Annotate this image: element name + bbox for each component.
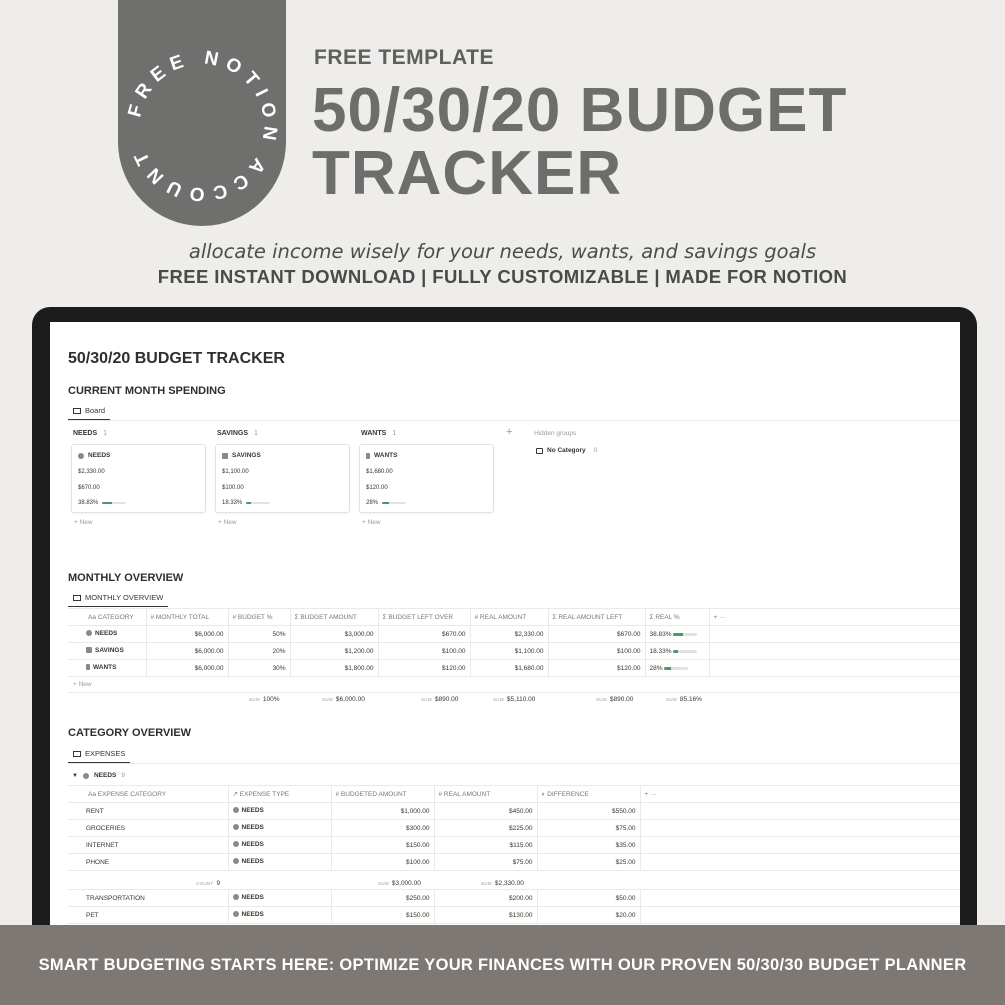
difference: $75.00 — [537, 820, 640, 837]
real-amount-left: $670.00 — [548, 626, 645, 643]
apple-icon — [233, 911, 239, 917]
board-column-savings[interactable] — [217, 430, 258, 437]
card-title-text: SAVINGS — [232, 452, 261, 459]
card-left-over: $670.00 — [78, 485, 100, 491]
expenses-table-continued — [68, 889, 960, 924]
card-title — [222, 452, 261, 459]
expense-name: INTERNET — [68, 837, 228, 854]
progress-bar — [102, 502, 126, 505]
column-header[interactable]: Aa CATEGORY — [68, 609, 146, 626]
board-card-needs[interactable] — [71, 444, 206, 513]
column-header[interactable]: Σ BUDGET LEFT OVER — [378, 609, 470, 626]
count-expenses — [196, 880, 220, 887]
difference: $35.00 — [537, 837, 640, 854]
expense-name: GROCERIES — [68, 820, 228, 837]
real-pct-cell — [645, 626, 709, 643]
budget-pct: 50% — [228, 626, 290, 643]
budget-pct: 30% — [228, 660, 290, 677]
real-pct: 28% — [649, 664, 663, 672]
budgeted-amount: $250.00 — [331, 890, 434, 907]
sum-label: SUM — [481, 881, 492, 886]
table-row[interactable] — [68, 837, 960, 854]
apple-icon — [233, 824, 239, 830]
expense-type: NEEDS — [241, 893, 264, 901]
sum-value: 100% — [262, 696, 280, 703]
count-value: 9 — [216, 880, 221, 887]
real-amount: $1,100.00 — [470, 643, 548, 660]
expense-type: NEEDS — [241, 840, 264, 848]
real-amount: $115.00 — [434, 837, 537, 854]
budget-left-over: $120.00 — [378, 660, 470, 677]
sum-label: SUM — [596, 697, 607, 702]
sum-value: 85.16% — [679, 696, 702, 703]
sum-label: SUM — [322, 697, 333, 702]
sum-real-pct — [666, 696, 702, 703]
board-column-wants[interactable] — [361, 430, 396, 437]
budget-amount: $3,000.00 — [290, 626, 378, 643]
divider — [68, 692, 960, 693]
new-card-savings[interactable]: + New — [218, 519, 237, 526]
expense-name: RENT — [68, 803, 228, 820]
real-amount: $450.00 — [434, 803, 537, 820]
no-category-group[interactable] — [536, 447, 597, 454]
apple-icon — [83, 773, 89, 779]
real-amount-left: $100.00 — [548, 643, 645, 660]
table-icon — [73, 595, 81, 601]
difference: $25.00 — [537, 854, 640, 871]
expense-type: NEEDS — [241, 857, 264, 865]
card-progress — [366, 500, 406, 506]
column-header[interactable]: Σ REAL AMOUNT LEFT — [548, 609, 645, 626]
sum-budgeted — [378, 880, 421, 887]
expense-name: PET — [68, 907, 228, 924]
monthly-overview-heading: MONTHLY OVERVIEW — [68, 572, 184, 584]
budgeted-amount: $1,000.00 — [331, 803, 434, 820]
add-group-button[interactable]: + — [506, 426, 513, 438]
expenses-table — [68, 785, 960, 871]
svg-text:FREE NOTION ACCOUNT: FREE NOTION ACCOUNT — [124, 47, 281, 205]
column-header[interactable]: # BUDGET % — [228, 609, 290, 626]
budget-amount: $1,800.00 — [290, 660, 378, 677]
card-title — [366, 452, 397, 459]
toggle-icon[interactable]: ▼ — [72, 772, 78, 779]
card-title-text: NEEDS — [88, 452, 111, 459]
sum-value: $890.00 — [609, 696, 634, 703]
apple-icon — [233, 894, 239, 900]
current-month-heading: CURRENT MONTH SPENDING — [68, 385, 226, 397]
card-real-amount: $1,100.00 — [222, 469, 249, 475]
board-column-needs[interactable] — [73, 430, 107, 437]
sum-budget-amount — [322, 696, 365, 703]
apple-icon — [78, 453, 84, 459]
progress-bar — [246, 502, 270, 505]
tab-expenses[interactable] — [68, 745, 130, 763]
difference: $20.00 — [537, 907, 640, 924]
monthly-total: $6,000.00 — [146, 643, 228, 660]
category-name: NEEDS — [95, 629, 118, 637]
apple-icon — [86, 630, 92, 636]
column-header[interactable]: # MONTHLY TOTAL — [146, 609, 228, 626]
bottle-icon — [86, 664, 90, 670]
apple-icon — [233, 807, 239, 813]
sum-real-left — [596, 696, 633, 703]
add-column-button[interactable]: + ··· — [640, 786, 960, 803]
notion-page — [50, 322, 960, 942]
budgeted-amount: $150.00 — [331, 907, 434, 924]
board-icon — [73, 408, 81, 414]
real-amount-left: $120.00 — [548, 660, 645, 677]
monthly-total: $6,000.00 — [146, 660, 228, 677]
sum-label: SUM — [378, 881, 389, 886]
free-notion-account-badge — [118, 0, 286, 226]
real-amount: $225.00 — [434, 820, 537, 837]
expense-name: TRANSPORTATION — [68, 890, 228, 907]
card-left-over: $120.00 — [366, 485, 388, 491]
expense-name: PHONE — [68, 854, 228, 871]
budget-left-over: $670.00 — [378, 626, 470, 643]
sum-label: SUM — [421, 697, 432, 702]
hidden-groups-label: Hidden groups — [534, 430, 577, 437]
add-column-button[interactable]: + ··· — [709, 609, 960, 626]
board-card-wants[interactable] — [359, 444, 494, 513]
expense-type: NEEDS — [241, 823, 264, 831]
sum-real-amount — [493, 696, 535, 703]
column-count: 1 — [254, 430, 258, 437]
difference: $550.00 — [537, 803, 640, 820]
column-header[interactable]: # REAL AMOUNT — [434, 786, 537, 803]
monthly-total: $6,000.00 — [146, 626, 228, 643]
budgeted-amount: $100.00 — [331, 854, 434, 871]
column-header[interactable]: ◐ DIFFERENCE — [537, 786, 640, 803]
column-header[interactable]: Σ BUDGET AMOUNT — [290, 609, 378, 626]
sum-label: SUM — [249, 697, 260, 702]
category-overview-heading: CATEGORY OVERVIEW — [68, 727, 192, 739]
budget-amount: $1,200.00 — [290, 643, 378, 660]
tab-board-label: Board — [85, 406, 106, 415]
table-row[interactable] — [68, 854, 960, 871]
expense-type: NEEDS — [241, 806, 264, 814]
column-count: 1 — [103, 430, 108, 437]
category-name: WANTS — [93, 663, 117, 671]
apple-icon — [233, 841, 239, 847]
card-progress — [222, 500, 270, 506]
table-row[interactable] — [68, 626, 960, 643]
column-label: WANTS — [361, 430, 387, 437]
sum-value: $6,000.00 — [335, 696, 365, 703]
bottle-icon — [366, 453, 370, 459]
sum-left-over — [421, 696, 458, 703]
real-amount: $130.00 — [434, 907, 537, 924]
column-header[interactable]: Aa EXPENSE CATEGORY — [68, 786, 228, 803]
tab-board[interactable] — [68, 402, 110, 420]
column-header[interactable]: # REAL AMOUNT — [470, 609, 548, 626]
progress-bar — [673, 650, 697, 653]
expense-type: NEEDS — [241, 910, 264, 918]
progress-bar — [382, 502, 406, 505]
table-row[interactable] — [68, 660, 960, 677]
budgeted-amount: $300.00 — [331, 820, 434, 837]
tab-monthly-overview-label: MONTHLY OVERVIEW — [85, 593, 164, 602]
sum-value: $890.00 — [434, 696, 459, 703]
budgeted-amount: $150.00 — [331, 837, 434, 854]
monthly-overview-table — [68, 608, 960, 677]
board-card-savings[interactable] — [215, 444, 350, 513]
real-pct: 38.83% — [649, 630, 672, 638]
progress-bar — [664, 667, 688, 670]
real-amount: $75.00 — [434, 854, 537, 871]
sum-label: SUM — [493, 697, 504, 702]
table-icon — [73, 751, 81, 757]
money-icon — [222, 453, 228, 459]
no-category-label: No Category — [547, 447, 586, 454]
tab-monthly-overview[interactable] — [68, 589, 168, 607]
tab-expenses-label: EXPENSES — [85, 749, 126, 758]
group-label: NEEDS — [93, 772, 117, 779]
progress-bar — [673, 633, 697, 636]
features-line: FREE INSTANT DOWNLOAD | FULLY CUSTOMIZABLE | MADE FOR NOTION — [157, 266, 848, 287]
real-pct-cell — [645, 660, 709, 677]
group-count: 9 — [121, 772, 125, 779]
no-category-count: 0 — [593, 447, 598, 454]
sum-label: SUM — [666, 697, 677, 702]
column-header[interactable]: # BUDGETED AMOUNT — [331, 786, 434, 803]
card-title-text: WANTS — [374, 452, 398, 459]
circular-badge-text — [118, 0, 286, 226]
table-row[interactable] — [68, 907, 960, 924]
card-pct: 18.33% — [222, 500, 243, 506]
sum-budget-pct — [249, 696, 280, 703]
card-pct: 38.83% — [78, 500, 99, 506]
difference: $50.00 — [537, 890, 640, 907]
new-card-wants[interactable]: + New — [362, 519, 381, 526]
table-row[interactable] — [68, 803, 960, 820]
category-name: SAVINGS — [95, 646, 124, 654]
real-amount: $2,330.00 — [470, 626, 548, 643]
budget-pct: 20% — [228, 643, 290, 660]
inbox-icon — [536, 448, 543, 454]
card-real-amount: $1,680.00 — [366, 469, 393, 475]
main-title-line2: TRACKER — [312, 139, 623, 208]
table-row[interactable] — [68, 643, 960, 660]
card-left-over: $100.00 — [222, 485, 244, 491]
divider — [68, 763, 960, 764]
footer-banner — [0, 925, 1005, 1005]
column-header[interactable]: ↗ EXPENSE TYPE — [228, 786, 331, 803]
card-real-amount: $2,330.00 — [78, 469, 105, 475]
real-pct-cell — [645, 643, 709, 660]
page-title: 50/30/20 BUDGET TRACKER — [68, 350, 285, 367]
table-row[interactable] — [68, 820, 960, 837]
column-label: NEEDS — [73, 430, 98, 437]
column-label: SAVINGS — [217, 430, 248, 437]
main-title-line1: 50/30/20 BUDGET — [312, 76, 848, 145]
sum-real — [481, 880, 524, 887]
group-needs-header[interactable] — [72, 772, 125, 779]
new-card-needs[interactable]: + New — [74, 519, 93, 526]
kicker-label: FREE TEMPLATE — [314, 46, 494, 69]
apple-icon — [233, 858, 239, 864]
sum-value: $2,330.00 — [494, 880, 524, 887]
real-pct: 18.33% — [649, 647, 672, 655]
budget-left-over: $100.00 — [378, 643, 470, 660]
sum-value: $5,110.00 — [506, 696, 536, 703]
column-header[interactable]: Σ REAL % — [645, 609, 709, 626]
real-amount: $1,680.00 — [470, 660, 548, 677]
count-label: COUNT — [196, 881, 214, 886]
column-count: 1 — [392, 430, 397, 437]
sum-value: $3,000.00 — [391, 880, 421, 887]
card-pct: 28% — [366, 500, 379, 506]
new-row-button[interactable]: + New — [73, 681, 92, 688]
divider — [68, 420, 960, 421]
money-icon — [86, 647, 92, 653]
card-progress — [78, 500, 126, 506]
card-title — [78, 452, 110, 459]
table-row[interactable] — [68, 890, 960, 907]
footer-text: SMART BUDGETING STARTS HERE: OPTIMIZE YOUR FINANCES WITH OUR PROVEN 50/30/30 BUDGET PLANNER — [38, 955, 967, 974]
tagline: allocate income wisely for your needs, wants, and savings goals — [188, 240, 817, 263]
real-amount: $200.00 — [434, 890, 537, 907]
